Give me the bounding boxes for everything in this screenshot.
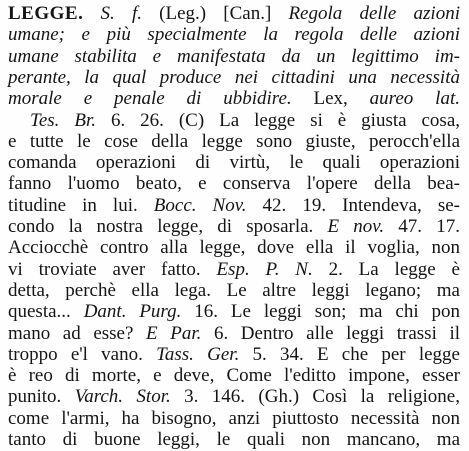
citation-italic: umane; e più specialmente la regola delle azioni <box>8 24 460 46</box>
citation-italic: S. f. <box>100 3 142 24</box>
text-run: 5. 34. E che per legge <box>239 343 460 365</box>
citation-italic: Regola delle azioni <box>288 3 460 24</box>
text-run: mano ad esse? <box>8 322 147 344</box>
citation-italic: morale e penale di ubbidire. <box>8 88 292 110</box>
text-run: fanno l'uomo beato, e conserva l'opere della bea- <box>8 173 460 195</box>
text-run: condo la nostra legge, di sposarla. <box>8 216 328 237</box>
text-run: punito. <box>8 386 75 408</box>
text-run: 16. Le leggi son; ma chi pon <box>181 301 460 323</box>
text-line <box>8 386 460 407</box>
text-line <box>8 323 460 344</box>
citation-italic: Tes. Br. <box>30 109 96 131</box>
text-run <box>83 3 100 24</box>
text-line <box>8 173 460 194</box>
text-line <box>8 259 460 280</box>
citation-italic: Esp. P. N. <box>216 258 313 280</box>
text-run: 47. 17. <box>384 216 461 237</box>
citation-italic: perante, la qual produce nei cittadini una necessità <box>8 66 460 88</box>
citation-italic: aureo lat. <box>369 88 460 110</box>
text-run: detta, perchè ella lega. Le altre leggi legano; ma <box>8 279 460 301</box>
text-run: Acciocchè contro alla legge, dove ella il voglia, non <box>8 237 460 259</box>
text-line <box>8 88 460 109</box>
text-run: comanda operazioni di virtù, le quali operazioni <box>8 152 460 174</box>
text-line <box>8 408 460 429</box>
text-run: come l'armi, ha bisogno, anzi piuttosto necessità non <box>8 407 460 429</box>
text-run: 6. Dentro alle leggi trassi il <box>201 322 461 344</box>
citation-italic: E nov. <box>327 216 385 237</box>
text-line <box>8 67 460 88</box>
text-run: questa... <box>8 301 84 323</box>
citation-italic: E Par. <box>146 322 202 344</box>
citation-italic: umane stabilita e manifestata da un legittimo im- <box>8 45 460 67</box>
text-run: Lex, <box>291 88 370 110</box>
text-line <box>8 195 460 216</box>
text-run: vi troviate aver fatto. <box>8 258 217 280</box>
text-run: troppo e'l vano. <box>8 343 157 365</box>
headword: LEGGE. <box>8 3 84 24</box>
citation-italic: Bocc. Nov. <box>153 194 247 216</box>
text-line <box>8 344 460 365</box>
text-run: tanto di buone leggi, le quali non mancano, ma <box>8 429 460 450</box>
text-line <box>8 152 460 173</box>
text-run: titudine in lui. <box>8 194 154 216</box>
text-run: e tutte le cose della legge sono giuste, perocch'ella <box>8 130 460 152</box>
citation-italic: Dant. Purg. <box>83 301 182 323</box>
citation-italic: Tass. Ger. <box>156 343 240 365</box>
text-line <box>8 46 460 67</box>
text-run: 3. 146. (Gh.) Così la religione, <box>170 386 460 408</box>
text-line <box>8 3 460 24</box>
citation-italic: Varch. Stor. <box>74 386 171 408</box>
text-line <box>8 24 460 45</box>
text-run: 2. La legge è <box>312 258 460 280</box>
text-run: 6. 26. (C) La legge si è giusta cosa, <box>96 109 461 131</box>
text-line <box>8 365 460 386</box>
text-line <box>8 429 460 450</box>
text-line <box>8 110 460 131</box>
text-line <box>8 301 460 322</box>
text-line <box>8 280 460 301</box>
text-line <box>8 131 460 152</box>
text-run: 42. 19. Intendeva, se- <box>246 194 460 216</box>
text-line <box>8 237 460 258</box>
text-line <box>8 216 460 237</box>
text-run: (Leg.) [Can.] <box>141 3 289 24</box>
text-run: è reo di morte, e deve, Come l'editto impone, esser <box>8 365 460 387</box>
